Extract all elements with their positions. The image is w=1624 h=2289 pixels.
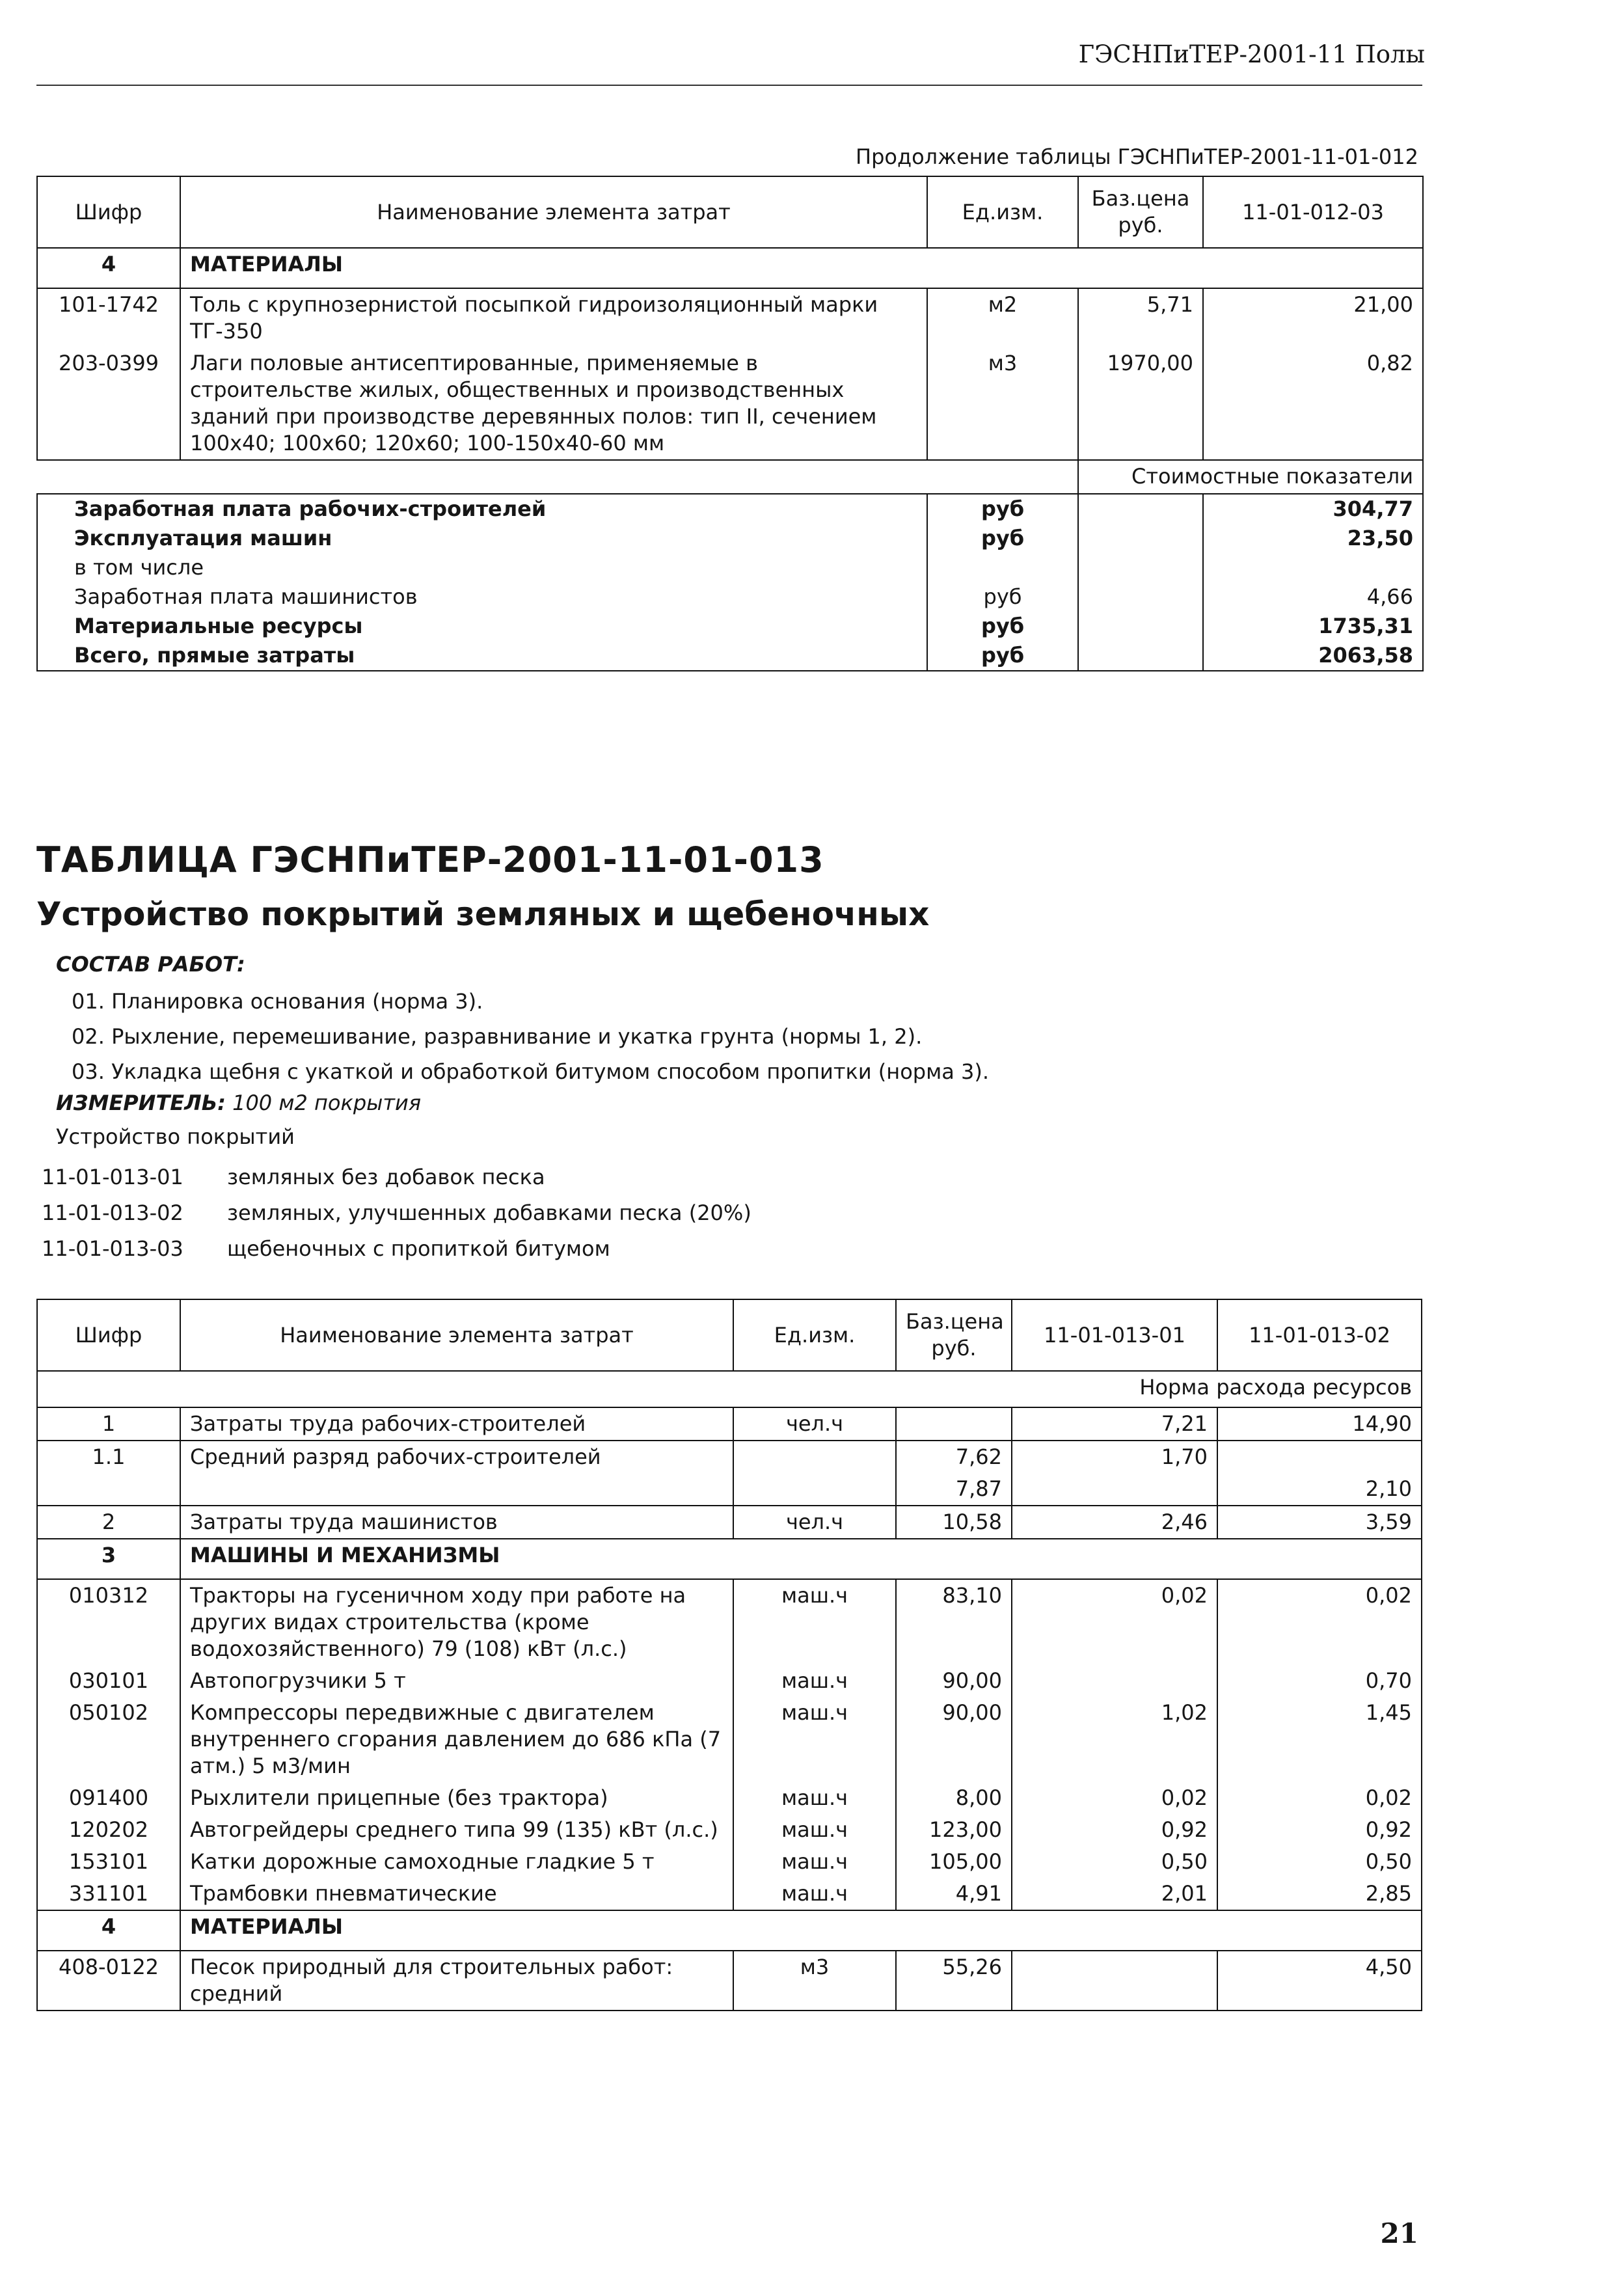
row-value-2: 4,50 [1217,1951,1422,2011]
row-name: Затраты труда машинистов [180,1506,733,1539]
section-row [37,1539,1422,1579]
table-row [37,1814,1422,1846]
row-unit: м3 [927,347,1078,460]
summary-name: в том числе [37,553,927,582]
row-name: Песок природный для строительных работ: средний [180,1951,733,2011]
summary-unit: руб [927,582,1078,612]
summary-unit: руб [927,494,1078,524]
summary-row [37,524,1423,553]
row-value-1: 2,46 [1012,1506,1217,1539]
summary-row [37,612,1423,641]
row-price: 123,00 [896,1814,1012,1846]
row-unit: чел.ч [733,1407,896,1441]
row-price: 55,26 [896,1951,1012,2011]
table-row [37,1782,1422,1814]
running-header: ГЭСНПиТЕР-2001-11 Полы [1078,40,1425,68]
summary-value: 1735,31 [1203,612,1423,641]
summary-unit: руб [927,612,1078,641]
summary-unit: руб [927,524,1078,553]
header-code: Шифр [37,1299,180,1371]
summary-value: 2063,58 [1203,641,1423,671]
row-name [180,1473,733,1506]
row-unit: маш.ч [733,1878,896,1910]
summary-unit: руб [927,641,1078,671]
row-value-1: 0,92 [1012,1814,1217,1846]
table-subtitle: Устройство покрытий земляных и щебеночных [36,895,930,933]
table-row [37,1697,1422,1782]
row-price: 4,91 [896,1878,1012,1910]
row-price: 83,10 [896,1579,1012,1665]
row-unit: маш.ч [733,1697,896,1782]
row-value-1: 1,02 [1012,1697,1217,1782]
row-name: Тракторы на гусеничном ходу при работе на других видах строительства (кроме водохозяйственного) 79 (108) кВт (л.с.) [180,1579,733,1665]
header-unit: Ед.изм. [927,176,1078,248]
norms-table-013 [36,1299,1422,2011]
header-code: Шифр [37,176,180,248]
row-value: 0,82 [1203,347,1423,460]
row-value-2: 0,02 [1217,1579,1422,1665]
device-label: Устройство покрытий [56,1124,295,1149]
norm-code-item [42,1159,751,1195]
summary-row [37,494,1423,524]
norms-table-012 [36,176,1424,671]
header-col-013-02: 11-01-013-02 [1217,1299,1422,1371]
row-value-2: 0,02 [1217,1782,1422,1814]
row-unit: маш.ч [733,1814,896,1846]
row-price: 7,62 [896,1441,1012,1473]
row-code: 2 [37,1506,180,1539]
composition-label: СОСТАВ РАБОТ: [56,952,245,977]
summary-value: 304,77 [1203,494,1423,524]
row-value-2: 2,10 [1217,1473,1422,1506]
row-code: 010312 [37,1579,180,1665]
measure-value: 100 м2 покрытия [232,1090,422,1115]
norm-codes-list [42,1159,751,1267]
row-code: 030101 [37,1665,180,1697]
summary-name: Всего, прямые затраты [37,641,927,671]
table-row [37,1579,1422,1665]
row-code: 091400 [37,1782,180,1814]
row-unit: маш.ч [733,1579,896,1665]
summary-name: Заработная плата машинистов [37,582,927,612]
row-value-1: 0,02 [1012,1782,1217,1814]
section-title: МАТЕРИАЛЫ [180,1910,1422,1951]
cost-indicators-header: Стоимостные показатели [1078,460,1423,494]
row-value-2: 1,45 [1217,1697,1422,1782]
section-title: МАТЕРИАЛЫ [180,248,1423,288]
table-row [37,1665,1422,1697]
summary-value: 4,66 [1203,582,1423,612]
table-header-row [37,176,1423,248]
norm-description: земляных без добавок песка [227,1165,545,1189]
row-name: Лаги половые антисептированные, применяемые в строительстве жилых, общественных и производственных зданий при производстве деревянных полов: тип II, сечением 100х40; 100х60; 120х60; 100-150х40-60 мм [180,347,927,460]
row-price: 105,00 [896,1846,1012,1878]
row-code: 153101 [37,1846,180,1878]
row-name: Рыхлители прицепные (без трактора) [180,1782,733,1814]
row-value-1 [1012,1951,1217,2011]
measure-label: ИЗМЕРИТЕЛЬ: [56,1090,226,1115]
table-row [37,347,1423,460]
norm-description: щебеночных с пропиткой битумом [227,1236,610,1261]
row-unit [733,1441,896,1473]
row-name: Катки дорожные самоходные гладкие 5 т [180,1846,733,1878]
work-item: 01. Планировка основания (норма 3). [72,989,483,1014]
row-unit: чел.ч [733,1506,896,1539]
summary-unit [927,553,1078,582]
section-row [37,248,1423,288]
row-price: 7,87 [896,1473,1012,1506]
row-code: 408-0122 [37,1951,180,2011]
row-code: 1 [37,1407,180,1441]
header-rule [36,85,1422,86]
header-price: Баз.цена руб. [896,1299,1012,1371]
row-price: 90,00 [896,1697,1012,1782]
row-code: 203-0399 [37,347,180,460]
summary-value [1203,553,1423,582]
row-price: 8,00 [896,1782,1012,1814]
summary-row [37,553,1423,582]
row-value-2: 0,50 [1217,1846,1422,1878]
cost-indicators-row [37,460,1423,494]
summary-name: Заработная плата рабочих-строителей [37,494,927,524]
table-row [37,1473,1422,1506]
row-code [37,1473,180,1506]
page-number: 21 [1380,2217,1418,2249]
row-price: 1970,00 [1078,347,1203,460]
row-value-2: 3,59 [1217,1506,1422,1539]
row-name: Компрессоры передвижные с двигателем внутреннего сгорания давлением до 686 кПа (7 атм.) 5 м3/мин [180,1697,733,1782]
header-name: Наименование элемента затрат [180,1299,733,1371]
section-number: 4 [37,1910,180,1951]
header-price: Баз.цена руб. [1078,176,1203,248]
row-value-1: 2,01 [1012,1878,1217,1910]
row-value-1: 7,21 [1012,1407,1217,1441]
row-unit: м3 [733,1951,896,2011]
section-row [37,1910,1422,1951]
table-header-row [37,1299,1422,1371]
table-row [37,288,1423,347]
section-title: МАШИНЫ И МЕХАНИЗМЫ [180,1539,1422,1579]
norm-description: земляных, улучшенных добавками песка (20%) [227,1200,751,1225]
norm-header: Норма расхода ресурсов [37,1371,1422,1407]
summary-name: Материальные ресурсы [37,612,927,641]
norm-code: 11-01-013-02 [42,1200,183,1225]
row-value-2: 0,92 [1217,1814,1422,1846]
row-name: Средний разряд рабочих-строителей [180,1441,733,1473]
section-number: 4 [37,248,180,288]
row-code: 331101 [37,1878,180,1910]
row-unit: м2 [927,288,1078,347]
row-value-1 [1012,1473,1217,1506]
work-item: 03. Укладка щебня с укаткой и обработкой битумом способом пропитки (норма 3). [72,1059,990,1084]
row-value-2: 2,85 [1217,1878,1422,1910]
row-value: 21,00 [1203,288,1423,347]
row-value-1: 0,50 [1012,1846,1217,1878]
row-value-2 [1217,1441,1422,1473]
row-value-1: 0,02 [1012,1579,1217,1665]
row-code: 1.1 [37,1441,180,1473]
row-price: 10,58 [896,1506,1012,1539]
row-value-1 [1012,1665,1217,1697]
row-unit [733,1473,896,1506]
header-unit: Ед.изм. [733,1299,896,1371]
row-unit: маш.ч [733,1665,896,1697]
row-code: 050102 [37,1697,180,1782]
header-col-013-01: 11-01-013-01 [1012,1299,1217,1371]
table-row [37,1441,1422,1473]
norm-code-item [42,1195,751,1231]
row-price: 5,71 [1078,288,1203,347]
summary-value: 23,50 [1203,524,1423,553]
row-value-2: 0,70 [1217,1665,1422,1697]
works-list [72,984,989,1089]
table-continuation-caption: Продолжение таблицы ГЭСНПиТЕР-2001-11-01-012 [856,144,1418,169]
row-name: Толь с крупнозернистой посыпкой гидроизоляционный марки ТГ-350 [180,288,927,347]
header-col-012-03: 11-01-012-03 [1203,176,1423,248]
norm-code: 11-01-013-01 [42,1165,183,1189]
table-row [37,1506,1422,1539]
measure-line [56,1090,421,1115]
summary-name: Эксплуатация машин [37,524,927,553]
row-price [896,1407,1012,1441]
row-value-1: 1,70 [1012,1441,1217,1473]
table-row [37,1846,1422,1878]
row-name: Автогрейдеры среднего типа 99 (135) кВт (л.с.) [180,1814,733,1846]
section-number: 3 [37,1539,180,1579]
table-title: ТАБЛИЦА ГЭСНПиТЕР-2001-11-01-013 [36,839,824,880]
summary-row [37,641,1423,671]
table-row [37,1878,1422,1910]
row-value-2: 14,90 [1217,1407,1422,1441]
norm-code-item [42,1231,751,1267]
summary-row [37,582,1423,612]
work-item: 02. Рыхление, перемешивание, разравнивание и укатка грунта (нормы 1, 2). [72,1024,923,1049]
table-row [37,1951,1422,2011]
row-price: 90,00 [896,1665,1012,1697]
table-row [37,1407,1422,1441]
row-code: 120202 [37,1814,180,1846]
norm-code: 11-01-013-03 [42,1236,183,1261]
row-name: Затраты труда рабочих-строителей [180,1407,733,1441]
row-unit: маш.ч [733,1782,896,1814]
row-name: Автопогрузчики 5 т [180,1665,733,1697]
header-name: Наименование элемента затрат [180,176,927,248]
row-name: Трамбовки пневматические [180,1878,733,1910]
row-code: 101-1742 [37,288,180,347]
row-unit: маш.ч [733,1846,896,1878]
norm-header-row [37,1371,1422,1407]
